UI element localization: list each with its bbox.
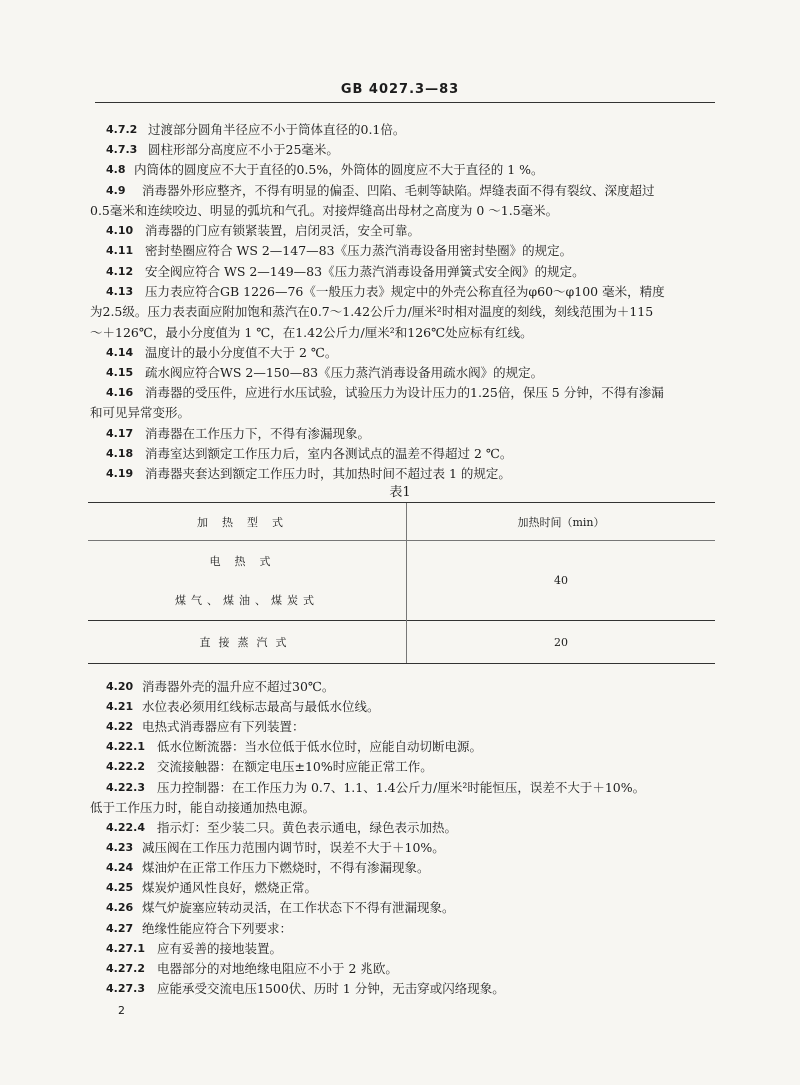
table-header-row (88, 503, 715, 541)
rows-12-value: 40 (407, 541, 716, 621)
document-header: GB 4027.3—83 (340, 82, 460, 97)
table-row (88, 621, 715, 664)
page-number: 2 (118, 1004, 125, 1017)
table-caption: 表1 (389, 485, 411, 500)
header-heating-type: 加热型式 (88, 503, 407, 541)
table-row (88, 541, 715, 581)
header-rule (95, 102, 715, 103)
row-steam-value: 20 (407, 621, 716, 664)
row-steam-label: 直接蒸汽式 (88, 621, 407, 664)
header-heating-time: 加热时间（min） (407, 503, 716, 541)
heating-time-table (88, 502, 715, 664)
row-fuel-label: 煤气、煤油、煤炭式 (175, 594, 319, 608)
row-electric-label: 电热式 (209, 554, 285, 568)
